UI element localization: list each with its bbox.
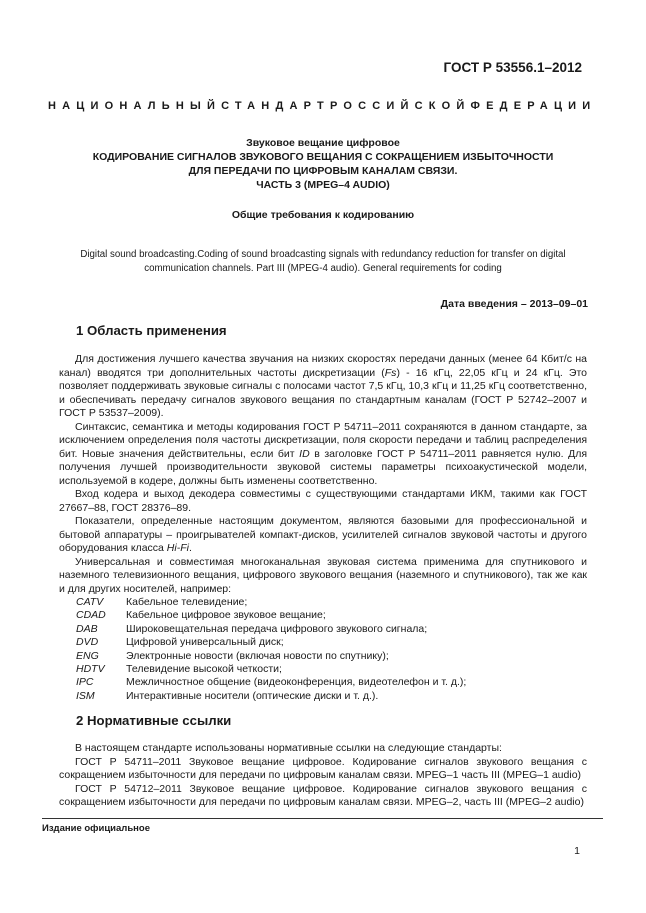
title-line: ДЛЯ ПЕРЕДАЧИ ПО ЦИФРОВЫМ КАНАЛАМ СВЯЗИ. xyxy=(188,165,458,177)
national-standard-banner xyxy=(48,100,597,112)
document-title xyxy=(40,136,606,192)
list-item: ENG Электронные новости (включая новости по спутнику); xyxy=(76,649,389,662)
document-id: ГОСТ Р 53556.1–2012 xyxy=(443,60,582,75)
section-body xyxy=(59,742,587,810)
paragraph: Показатели, определенные настоящим документом, являются базовыми для профессиональной и бытовой аппаратуры – проигрывателей компакт-дисков, усилителей сигналов звуковой частоты и другого оборудования класса Hi-Fi. xyxy=(59,515,587,554)
section-heading: 1 Область применения xyxy=(76,323,227,338)
title-line: КОДИРОВАНИЕ СИГНАЛОВ ЗВУКОВОГО ВЕЩАНИЯ С СОКРАЩЕНИЕМ ИЗБЫТОЧНОСТИ xyxy=(92,151,554,163)
page-number: 1 xyxy=(574,845,580,857)
english-title xyxy=(40,248,606,276)
banner-word: РОССИЙСКОЙ xyxy=(329,100,471,112)
introduction-date: Дата введения – 2013–09–01 xyxy=(440,298,588,310)
english-title-line: communication channels. Part III (MPEG-4 audio). General requirements for coding xyxy=(144,263,502,274)
footer-divider xyxy=(42,818,603,819)
title-line: Звуковое вещание цифровое xyxy=(246,137,400,149)
list-item: CATV Кабельное телевидение; xyxy=(76,596,248,608)
banner-word: ФЕДЕРАЦИИ xyxy=(470,100,597,112)
paragraph: Универсальная и совместимая многоканальная звуковая система применима для спутникового и наземного телевизионного вещания, цифрового звукового вещания (наземного и спутникового), так же как и для других носителей, например: xyxy=(59,555,587,595)
english-title-line: Digital sound broadcasting.Coding of sound broadcasting signals with redundancy reduction for transfer on digital xyxy=(80,249,566,260)
banner-word: НАЦИОНАЛЬНЫЙ xyxy=(48,100,222,112)
paragraph: Синтаксис, семантика и методы кодирования ГОСТ Р 54711–2011 сохраняются в данном стандарте, за исключением определения поля частоты дискретизации, поля скорости передачи и таблиц распределения бит. Новые значения действительны, если бит ID в заголовке ГОСТ Р 54711–2011 равняется нулю. Для получения лучшей производительности звуковой системы параметры психоакустической модели, используемой в кодере, должны быть изменены соответственно. xyxy=(59,420,588,487)
list-item: ISM Интерактивные носители (оптические диски и т. д.). xyxy=(76,689,379,702)
paragraph: Для достижения лучшего качества звучания на низких скоростях передачи данных (менее 64 Кбит/с на канал) вводятся три дополнительных частоты дискретизации (Fs) - 16 кГц, 22,05 кГц и 24 кГц. Это позволяет поддерживать звуковые сигналы с полосами частот 7,5 кГц, 10,3 кГц и 11,25 кГц соответственно, и обеспечивать передачу сигналов звукового вещания по стандартным каналам (ГОСТ Р 52742–2007 и ГОСТ Р 53537–2009). xyxy=(59,353,587,419)
list-item: IPC Межличностное общение (видеоконференция, видеотелефон и т. д.); xyxy=(76,676,467,689)
list-item: DVD Цифровой универсальный диск; xyxy=(76,636,284,649)
paragraph: ГОСТ Р 54711–2011 Звуковое вещание цифровое. Кодирование сигналов звукового вещания с сокращением избыточности для передачи по цифровым каналам связи. MPEG–1 часть III (MPEG–1 audio) xyxy=(59,755,587,781)
paragraph: ГОСТ Р 54712–2011 Звуковое вещание цифровое. Кодирование сигналов звукового вещания с сокращением избыточности для передачи по цифровым каналам связи. MPEG–2, часть III (MPEG–2 audio) xyxy=(59,782,587,808)
list-item: HDTV Телевидение высокой четкости; xyxy=(76,662,282,675)
edition-label: Издание официальное xyxy=(42,823,150,834)
list-item: CDAD Кабельное цифровое звуковое вещание; xyxy=(76,609,326,622)
paragraph: Вход кодера и выход декодера совместимы с существующими стандартами ИКМ, такими как ГОСТ 27667–88, ГОСТ 28376–89. xyxy=(59,488,587,514)
abbreviation-list xyxy=(59,596,587,703)
paragraph: В настоящем стандарте использованы нормативные ссылки на следующие стандарты: xyxy=(75,742,502,754)
banner-word: СТАНДАРТ xyxy=(221,100,330,112)
list-item: DAB Широковещательная передача цифрового звукового сигнала; xyxy=(76,622,428,635)
section-heading: 2 Нормативные ссылки xyxy=(76,713,232,728)
title-line: ЧАСТЬ 3 (MPEG–4 AUDIO) xyxy=(256,179,390,191)
subtitle: Общие требования к кодированию xyxy=(231,209,415,221)
section-body xyxy=(59,353,587,703)
